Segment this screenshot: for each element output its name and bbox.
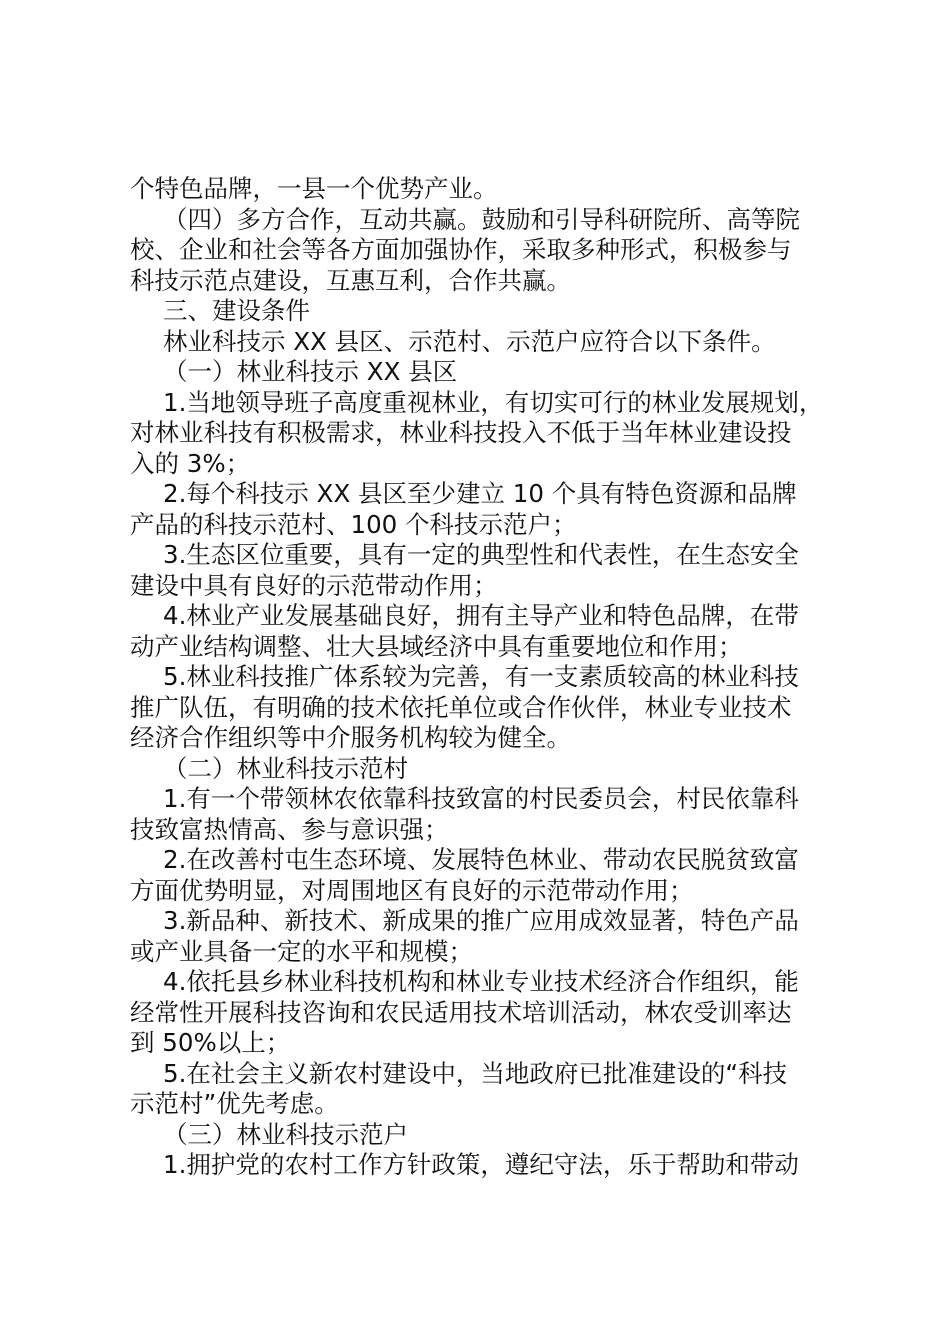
text-line: 5.林业科技推广体系较为完善，有一支素质较高的林业科技 <box>163 662 799 691</box>
text-line: 1.拥护党的农村工作方针政策，遵纪守法，乐于帮助和带动 <box>163 1150 799 1179</box>
text-line: 2.在改善村屯生态环境、发展特色林业、带动农民脱贫致富 <box>163 845 799 874</box>
text-line: 林业科技示 XX 县区、示范村、示范户应符合以下条件。 <box>163 326 776 356</box>
text-line: 个特色品牌，一县一个优势产业。 <box>130 174 498 203</box>
list-item <box>130 479 850 540</box>
list-item <box>130 1150 850 1181</box>
list-item <box>130 906 850 967</box>
list-item <box>130 662 850 754</box>
text-line: 3.生态区位重要，具有一定的典型性和代表性，在生态安全 <box>163 540 799 569</box>
text-line: 产品的科技示范村、100 个科技示范户； <box>130 509 577 539</box>
text-line: 推广队伍，有明确的技术依托单位或合作伙伴，林业专业技术 <box>130 692 792 722</box>
list-item <box>130 967 850 1059</box>
text-line: 到 50%以上； <box>130 1028 291 1057</box>
text-line: 技致富热情高、参与意识强； <box>130 814 449 844</box>
text-line: （二）林业科技示范村 <box>163 753 408 783</box>
list-item <box>130 601 850 662</box>
document-page <box>130 174 850 1181</box>
text-line: （三）林业科技示范户 <box>163 1119 408 1149</box>
list-item <box>130 540 850 601</box>
text-line: 校、企业和社会等各方面加强协作，采取多种形式，积极参与 <box>130 235 792 264</box>
text-line: 经常性开展科技咨询和农民适用技术培训活动，林农受训率达 <box>130 997 792 1027</box>
text-line: 三、建设条件 <box>163 296 310 325</box>
subsection-heading <box>130 1120 850 1151</box>
subsection-heading <box>130 754 850 785</box>
paragraph <box>130 205 850 297</box>
text-line: 1.当地领导班子高度重视林业，有切实可行的林业发展规划， <box>163 387 824 417</box>
text-line: 4.林业产业发展基础良好，拥有主导产业和特色品牌，在带 <box>163 601 799 630</box>
text-line: 示范村”优先考虑。 <box>130 1089 339 1118</box>
subsection-heading <box>130 357 850 388</box>
text-line: 1.有一个带领林农依靠科技致富的村民委员会，村民依靠科 <box>163 784 799 813</box>
paragraph <box>130 327 850 358</box>
text-line: 方面优势明显，对周围地区有良好的示范带动作用； <box>130 875 694 905</box>
paragraph <box>130 174 850 205</box>
text-line: （四）多方合作，互动共赢。鼓励和引导科研院所、高等院 <box>163 204 800 234</box>
list-item <box>130 388 850 480</box>
text-line: 3.新品种、新技术、新成果的推广应用成效显著，特色产品 <box>163 906 799 935</box>
text-line: 4.依托县乡林业科技机构和林业专业技术经济合作组织，能 <box>163 967 799 996</box>
text-line: 对林业科技有积极需求，林业科技投入不低于当年林业建设投 <box>130 418 792 447</box>
text-line: 动产业结构调整、壮大县域经济中具有重要地位和作用； <box>130 631 743 661</box>
text-line: 建设中具有良好的示范带动作用； <box>130 570 498 600</box>
text-line: 经济合作组织等中介服务机构较为健全。 <box>130 723 571 752</box>
text-line: （一）林业科技示 XX 县区 <box>163 357 458 386</box>
text-line: 或产业具备一定的水平和规模； <box>130 936 473 966</box>
text-line: 5.在社会主义新农村建设中，当地政府已批准建设的“科技 <box>163 1058 788 1088</box>
text-line: 2.每个科技示 XX 县区至少建立 10 个具有特色资源和品牌 <box>163 479 797 508</box>
text-line: 入的 3%； <box>130 448 251 478</box>
list-item <box>130 1059 850 1120</box>
section-heading <box>130 296 850 327</box>
list-item <box>130 845 850 906</box>
text-line: 科技示范点建设，互惠互利，合作共赢。 <box>130 265 571 295</box>
list-item <box>130 784 850 845</box>
